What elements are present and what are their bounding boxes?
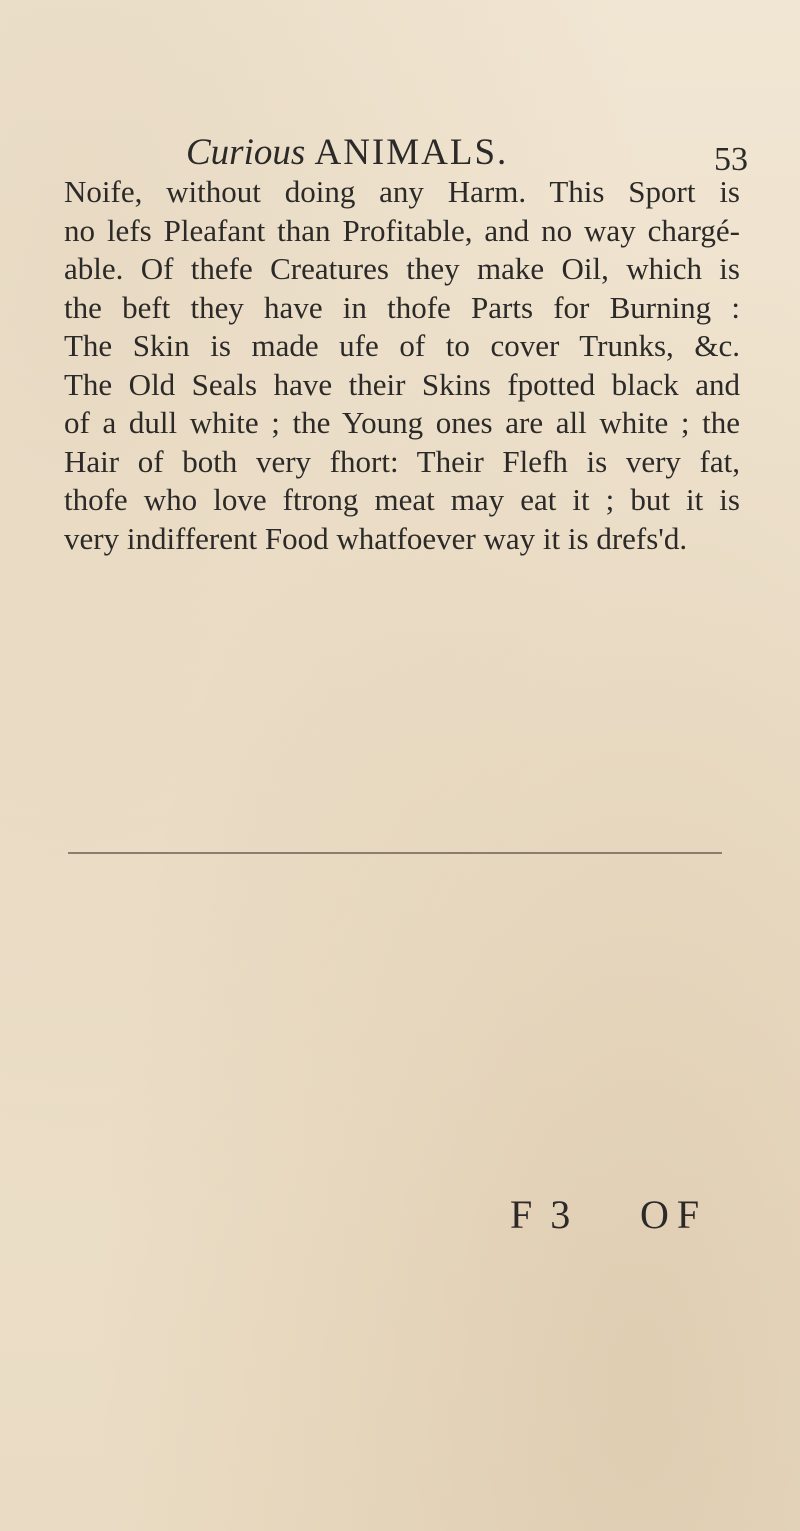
- catchword: OF: [640, 1192, 708, 1237]
- horizontal-rule: [68, 852, 722, 854]
- text-line: able. Of thefe Creatures they make Oil, which is: [64, 251, 740, 286]
- running-head-italic: Curious: [186, 132, 306, 173]
- text-line: Noife, without doing any Harm. This Sport is: [64, 174, 740, 209]
- text-line: Hair of both very fhort: Their Flefh is very fat,: [64, 443, 740, 479]
- body-paragraph: [64, 173, 740, 558]
- text-line: The Old Seals have their Skins fpotted black and: [64, 366, 740, 402]
- text-line: thofe who love ftrong meat may eat it ; but it is: [64, 482, 740, 517]
- running-head-caps: ANIMALS.: [314, 132, 509, 173]
- running-head: [186, 130, 686, 176]
- page-number: 53: [714, 141, 748, 178]
- text-line: very indifferent Food whatfoever way it is drefs'd.: [64, 520, 688, 556]
- text-line: of a dull white ; the Young ones are all white ; the: [64, 405, 740, 440]
- text-line: the beft they have in thofe Parts for Burning :: [64, 289, 740, 325]
- text-line: no lefs Pleafant than Profitable, and no way chargé-: [64, 212, 740, 248]
- signature-mark: F 3: [510, 1192, 575, 1237]
- text-line: The Skin is made ufe of to cover Trunks, &c.: [64, 328, 740, 363]
